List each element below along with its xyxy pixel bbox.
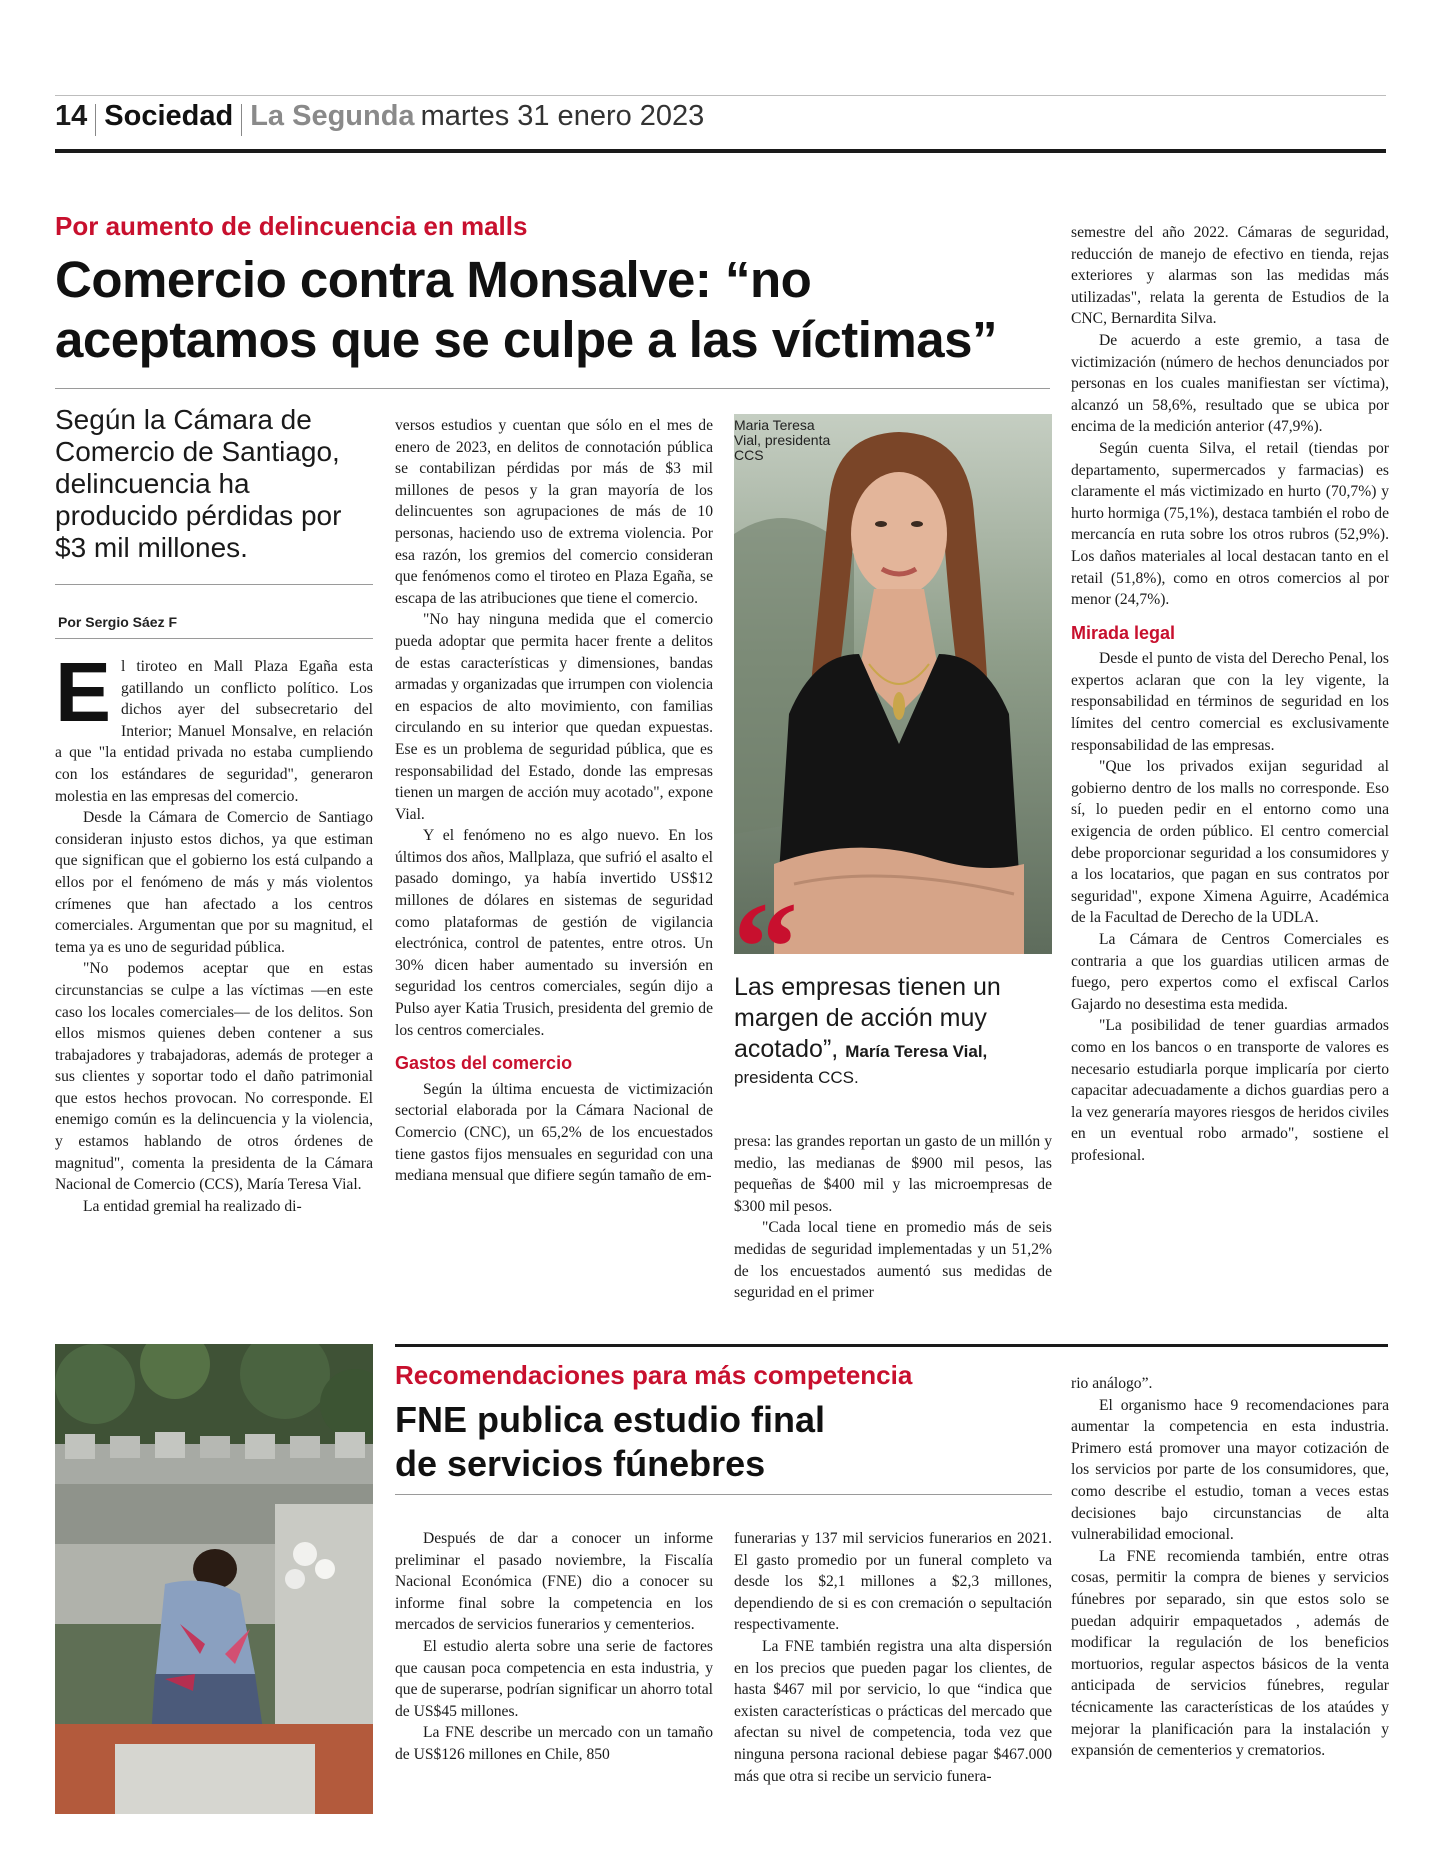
article2-column-2 <box>734 1528 1052 1787</box>
header-bottom-rule <box>55 149 1386 153</box>
subhead-gastos: Gastos del comercio <box>395 1053 573 1074</box>
body-paragraph: El tiroteo en Mall Plaza Egaña esta gatillando un conflicto político. Los dichos ayer del subsecretario del Interior; Manuel Monsalve, en relación a que "la entidad privada no estaba cumpliendo con los estándares de seguridad", generaron molestia en las empresas del comercio. <box>55 645 373 805</box>
body-paragraph: El estudio alerta sobre una serie de factores que causan poca competencia en esta industria, y que de superarse, podrían significar un ahorro total de US$45 millones. <box>395 1637 713 1720</box>
headline-line: aceptamos que se culpe a las víctimas” <box>55 311 997 368</box>
body-paragraph: La entidad gremial ha realizado di- <box>83 1197 302 1215</box>
body-paragraph: La FNE describe un mercado con un tamaño de US$126 millones en Chile, 850 <box>395 1724 713 1763</box>
byline: Por Sergio Sáez F <box>58 614 178 630</box>
body-paragraph: Después de dar a conocer un informe preliminar el pasado noviembre, la Fiscalía Nacional Económica (FNE) dio a conocer su informe final sobre la competencia en los mercados de servicios funerarios y cementerios. <box>395 1530 713 1634</box>
article1-column-1 <box>55 645 373 1217</box>
article1-column-4 <box>1071 222 1389 1167</box>
body-paragraph: Según cuenta Silva, el retail (tiendas por departamento, supermercados y farmacias) es claramente el más victimizado en hurto (70,7%) y hurto hormiga (75,1%), destaca también el robo de mercancía en ruta sobre los otros rubros (52,9%). Los daños materiales al local destacan tanto en el retail (51,8%), como en otros comercios al por menor (24,7%). <box>1071 439 1389 609</box>
body-paragraph: rio análogo”. <box>1071 1375 1153 1392</box>
body-paragraph: "No podemos aceptar que en estas circunstancias se culpe a las víctimas —en este caso los locales comerciales— de los delitos. Son ellos mismos quienes deben contener a sus trabajadores y trabajadoras, además de proteger a sus clientes y soportar todo el daño patrimonial que estos hechos provocan. No corresponde. El enemigo común es la delincuencia y la violencia, y estamos hablando de otros órdenes de magnitud", comenta la presidenta de la Cámara Nacional de Comercio (CCS), María Teresa Vial. <box>55 960 373 1194</box>
portrait-illustration <box>734 414 1052 954</box>
portrait-photo <box>734 414 1052 954</box>
section-name: Sociedad <box>104 100 234 132</box>
drop-cap: E <box>55 645 112 739</box>
headline-rule <box>55 388 1050 389</box>
body-paragraph: El organismo hace 9 recomendaciones para aumentar la competencia en esta industria. Primero está promover una mayor cotización de los servicios por parte de los consumidores, que, como describe el estudio, toman a veces estas decisiones bajo circunstancias de alta vulnerabilidad emocional. <box>1071 1396 1389 1544</box>
article1-headline <box>55 250 1065 370</box>
page-header <box>55 100 704 140</box>
body-paragraph: semestre del año 2022. Cámaras de seguridad, reducción de manejo de efectivo en tienda, rejas exteriores y alarmas son las medidas más utilizadas", relata la gerenta de Estudios de la CNC, Bernardita Silva. <box>1071 224 1389 328</box>
pullquote-role: presidenta CCS. <box>734 1068 859 1087</box>
photo-caption <box>734 418 830 463</box>
article2-headline-rule <box>395 1494 1052 1495</box>
article2-column-3 <box>1071 1373 1389 1762</box>
article1-column-2 <box>395 415 713 1187</box>
byline-rule <box>55 638 373 639</box>
body-paragraph: "Cada local tiene en promedio más de seis medidas de seguridad implementadas y un 51,2% de los encuestados aumentó sus medidas de seguridad en el primer <box>734 1219 1052 1302</box>
body-paragraph: "La posibilidad de tener guardias armados como en los bancos o en transporte de valores es necesario estudiarla porque implicaría por cierto capacitar adecuadamente a dichos guardias pero a la vez generaría mayores riesgos de heridos civiles en un eventual robo armado", sostiene el profesional. <box>1071 1017 1389 1164</box>
article2-top-rule <box>395 1344 1388 1347</box>
body-paragraph: "No hay ninguna medida que el comercio pueda adoptar que permita hacer frente a delitos de estas características y dimensiones, bandas armadas y organizadas que irrumpen con violencia en espacios de alto movimiento, con familias circulando en su interior que quedan expuestas. Ese es un problema de seguridad pública, que es responsabilidad del Estado, donde las empresas tienen un margen de acción muy acotado", expone Vial. <box>395 611 713 823</box>
subhead-mirada: Mirada legal <box>1071 622 1176 643</box>
headline-line: de servicios fúnebres <box>395 1443 766 1484</box>
cemetery-photo <box>55 1344 373 1814</box>
pullquote-text: Las empresas tienen un margen de acción muy acotado”, <box>734 973 1001 1063</box>
body-paragraph: Según la última encuesta de victimización sectorial elaborada por la Cámara Nacional de Comercio (CNC), un 65,2% de los encuestados tiene gastos fijos mensuales en seguridad con una mediana mensual que difiere según tamaño de em- <box>395 1080 713 1185</box>
article2-kicker: Recomendaciones para más competencia <box>395 1360 913 1390</box>
body-paragraph: La FNE recomienda también, entre otras cosas, permitir la compra de bienes y servicios fúnebres por separado, sin que estos solo se puedan adquirir empaquetados , además de modificar la regulación de los beneficios mortuorios, regular aspectos básicos de la venta anticipada de servicios fúnebres, regular técnicamente las características de los ataúdes y mejorar la planificación para la instalación y expansión de cementerios y crematorios. <box>1071 1547 1389 1760</box>
body-paragraph: presa: las grandes reportan un gasto de un millón y medio, las medianas de $900 mil pesos, las pequeñas de $400 mil y las microempresas de $300 mil pesos. <box>734 1133 1052 1215</box>
issue-date: martes 31 enero 2023 <box>420 100 705 132</box>
article2-headline <box>395 1398 1055 1486</box>
headline-line: Comercio contra Monsalve: “no <box>55 251 812 308</box>
body-paragraph: versos estudios y cuentan que sólo en el mes de enero de 2023, en delitos de connotación pública se contabilizan pérdidas por más de $3 mil millones de pesos y la gran mayoría de los delincuentes son agrupaciones de más de 10 personas, haciendo uso de extrema violencia. Por esa razón, los gremios del comercio consideran que fenómenos como el tiroteo en Plaza Egaña, se escapa de las atribuciones que tiene el comercio. <box>395 417 713 607</box>
body-paragraph: funerarias y 137 mil servicios funerarios en 2021. El gasto promedio por un funeral completo va desde los $2,1 millones a $2,3 millones, dependiendo de si es con cremación o sepultación respectivamente. <box>734 1530 1052 1634</box>
deck-rule <box>55 584 373 585</box>
article1-deck: Según la Cámara de Comercio de Santiago, delincuencia ha producido pérdidas por $3 mil millones. <box>55 404 342 563</box>
body-paragraph: Y el fenómeno no es algo nuevo. En los últimos dos años, Mallplaza, que sufrió el asalto el pasado domingo, ya había invertido US$12 millones de dólares en sistemas de seguridad como plataformas de gestión de vigilancia electrónica, control de patentes, entre otros. Un 30% dicen haber aumentado su inversión en seguridad los centros comerciales, según dijo a Pulso ayer Katia Trusich, presidenta del gremio de los centros comerciales. <box>395 827 713 1039</box>
article1-kicker: Por aumento de delincuencia en malls <box>55 211 528 241</box>
headline-line: FNE publica estudio final <box>395 1399 826 1440</box>
caption-line: Maria Teresa <box>734 417 815 433</box>
quote-mark-icon: “ <box>733 876 798 1020</box>
publication-name: La Segunda <box>250 100 415 132</box>
body-paragraph: De acuerdo a este gremio, a tasa de victimización (número de hechos denunciados por personas en los cuales manifiestan ser víctima), alcanzó un 58,6%, resultado que se ubica por encima de la medición anterior (47,9%). <box>1071 331 1389 436</box>
article2-column-1 <box>395 1528 713 1766</box>
page-number: 14 <box>55 100 88 132</box>
caption-line: Vial, presidenta <box>734 432 831 448</box>
body-paragraph: Desde la Cámara de Comercio de Santiago consideran injusto estos dichos, ya que estiman que significan que el gobierno los está culpando a ellos por el fenómeno de más y más violentos crímenes que han afectado a los centros comerciales. Argumentan que por su magnitud, el tema ya es uno de seguridad pública. <box>55 809 373 956</box>
header-divider <box>241 104 242 136</box>
pullquote-name: María Teresa Vial, <box>845 1042 988 1061</box>
body-paragraph: La FNE también registra una alta dispersión en los precios que pueden pagar los clientes, de hasta $467 mil por servicio, lo que “indica que existen características o prácticas del mercado que afectan su nivel de competencia, toda vez que ninguna persona racional debiese pagar $467.000 más que otra si recibe un servicio funera- <box>734 1637 1052 1785</box>
header-divider <box>95 104 96 136</box>
article1-column-3 <box>734 1131 1052 1304</box>
pull-quote <box>734 972 1064 1089</box>
body-paragraph: La Cámara de Centros Comerciales es contraria a que los guardias utilicen armas de fuego, pero expertos como el exfiscal Carlos Gajardo no desestima esta medida. <box>1071 931 1389 1013</box>
body-paragraph: "Que los privados exijan seguridad al gobierno dentro de los malls no corresponde. Eso sí, lo pueden pedir en el entorno como una exigencia de orden público. El centro comercial debe proporcionar seguridad a los consumidores y a los locatarios, que pagan en sus contratos por seguridad", expone Ximena Aguirre, Académica de la Facultad de Derecho de la UDLA. <box>1071 758 1389 927</box>
header-top-rule <box>55 95 1386 96</box>
body-paragraph: Desde el punto de vista del Derecho Penal, los expertos aclaran que con la ley vigente, la responsabilidad en términos de seguridad en los límites del centro comercial es exclusivamente responsabilidad de las empresas. <box>1071 650 1389 754</box>
caption-line: CCS <box>734 447 764 463</box>
cemetery-illustration <box>55 1344 373 1814</box>
